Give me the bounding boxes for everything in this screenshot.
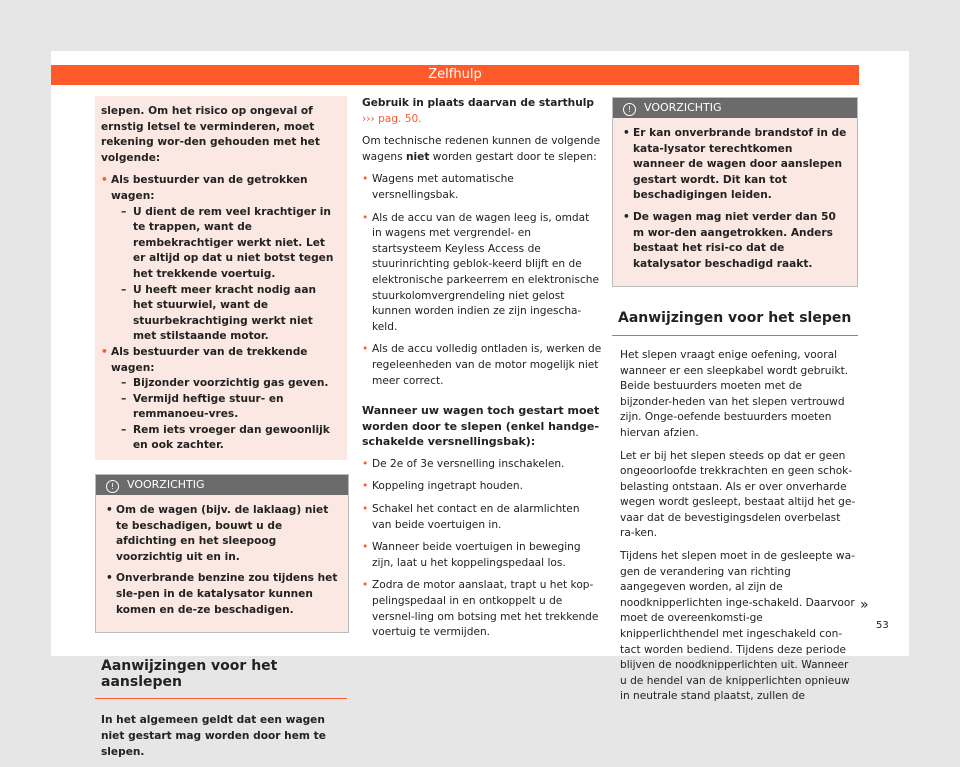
- list-item: • Schakel het contact en de alarmlichten van beide voertuigen in.: [362, 502, 602, 533]
- warning-box-2: [612, 97, 858, 287]
- list-item: • Zodra de motor aanslaat, trapt u het kop-pelingspedaal in en ontkoppelt u de versnel-ling om botsing met het trekkende voertuig te vermijden.: [362, 578, 602, 640]
- section-title-slepen: Aanwijzingen voor het slepen: [612, 311, 858, 336]
- towing-head: • Als bestuurder van de trekkende wagen: – Bijzonder voorzichtig gas geven. – Vermijd heftige stuur- en remmanoeu-vres. – Rem iets vroeger dan gewoonlijk en ook zachter.: [101, 345, 335, 454]
- paragraph: Om technische redenen kunnen de volgende wagens niet worden gestart door te slepen:: [362, 135, 601, 163]
- steps-list: [362, 457, 602, 641]
- header-bar: Zelfhulp: [51, 65, 859, 85]
- intro-text: slepen. Om het risico op ongeval of ernstig letsel te verminderen, moet rekening wor-den gehouden met het volgende:: [101, 105, 320, 164]
- subheading: Wanneer uw wagen toch gestart moet worden door te slepen (enkel handge-schakelde versnellingsbak):: [362, 404, 600, 449]
- paragraph: Tijdens het slepen moet in de gesleepte wa-gen de verandering van richting aangegeven worden, al zijn de noodknipperlichten inge-schakeld. Daarvoor moet de overeenkomsti-ge knipperlichthendel met ingeschakeld con-tact worden bediend. Tijdens deze periode blijven de noodknipperlichten uit. Wanneer u de hendel van de knipperlichten opnieuw in neutrale stand plaatst, zullen de: [620, 550, 855, 703]
- warning-header: ! VOORZICHTIG: [613, 98, 857, 118]
- list-item: – Rem iets vroeger dan gewoonlijk en ook zachter.: [121, 423, 335, 454]
- column-1: [101, 96, 347, 767]
- warning-icon: !: [106, 480, 119, 493]
- list-item: • Als de accu volledig ontladen is, werken de regeleenheden van de motor mogelijk niet meer correct.: [362, 342, 602, 389]
- section-title-aanslepen: Aanwijzingen voor het aanslepen: [95, 659, 347, 699]
- section-text: In het algemeen geldt dat een wagen niet gestart mag worden door hem te slepen.: [101, 714, 326, 758]
- towed-head: • Als bestuurder van de getrokken wagen: – U dient de rem veel krachtiger in te trappen, want de rembekrachtiger werkt niet. Let er altijd op dat u niet botst tegen het trekkende voertuig. – U heeft meer kracht nodig aan het stuurwiel, want de stuurbekrachtiging werkt niet met stilstaande motor.: [101, 173, 335, 345]
- list-item: • Er kan onverbrande brandstof in de kata-lysator terechtkomen wanneer de wagen door aanslepen gestart wordt. Dit kan tot beschadigingen leiden.: [623, 126, 847, 204]
- list-item: • Wagens met automatische versnellingsbak.: [362, 172, 602, 203]
- page-reference: ››› pag. 50.: [362, 112, 422, 125]
- paragraph: Gebruik in plaats daarvan de starthulp: [362, 97, 594, 109]
- page-number: 53: [876, 620, 889, 631]
- column-2: [362, 96, 602, 641]
- list-item: • Koppeling ingetrapt houden.: [362, 479, 602, 495]
- list-item: • Onverbrande benzine zou tijdens het sle-pen in de katalysator kunnen komen en de-ze beschadigen.: [106, 571, 338, 618]
- list-item: – Bijzonder voorzichtig gas geven.: [121, 376, 335, 392]
- towed-list: [101, 173, 335, 454]
- list-item: • De 2e of 3e versnelling inschakelen.: [362, 457, 602, 473]
- warning-header: ! VOORZICHTIG: [96, 475, 348, 495]
- list-item: – U heeft meer kracht nodig aan het stuurwiel, want de stuurbekrachtiging werkt niet met stilstaande motor.: [121, 283, 335, 345]
- list-item: • Om de wagen (bijv. de laklaag) niet te beschadigen, bouwt u de afdichting en het sleepoog voorzichtig uit en in.: [106, 503, 338, 565]
- warning-box-1: [95, 474, 349, 633]
- list-item: – U dient de rem veel krachtiger in te trappen, want de rembekrachtiger werkt niet. Let er altijd op dat u niet botst tegen het trekkende voertuig.: [121, 205, 335, 283]
- list-item: – Vermijd heftige stuur- en remmanoeu-vres.: [121, 392, 335, 423]
- column-3: [612, 97, 862, 712]
- list-item: • Wanneer beide voertuigen in beweging zijn, laat u het koppelingspedaal los.: [362, 540, 602, 571]
- danger-text-box: [95, 96, 347, 460]
- list-item: • De wagen mag niet verder dan 50 m wor-den aangetrokken. Anders bestaat het risi-co dat de katalysator beschadigd raakt.: [623, 210, 847, 272]
- paragraph: Let er bij het slepen steeds op dat er geen ongeoorloofde trekkrachten en geen schok-belasting ontstaan. Als er over onverharde wegen wordt gesleept, bestaat altijd het ge-vaar dat de bevestigingsdelen overbelast ra-ken.: [620, 449, 856, 540]
- exception-list: [362, 172, 602, 389]
- list-item: • Als de accu van de wagen leeg is, omdat in wagens met vergrendel- en startsysteem Keyless Access de stuurinrichting geblok-keerd blijft en de elektronische parkeerrem en elektronische stuurkolomvergrendeling niet gelost kunnen worden indien ze zijn ingescha-keld.: [362, 211, 602, 336]
- paragraph: Het slepen vraagt enige oefening, vooral wanneer er een sleepkabel wordt gebruikt. Beide bestuurders moeten met de bijzonder-heden van het slepen vertrouwd zijn. Onge-oefende bestuurders moeten hiervan afzien.: [620, 348, 849, 439]
- continue-marker: »: [860, 597, 869, 613]
- warning-icon: !: [623, 103, 636, 116]
